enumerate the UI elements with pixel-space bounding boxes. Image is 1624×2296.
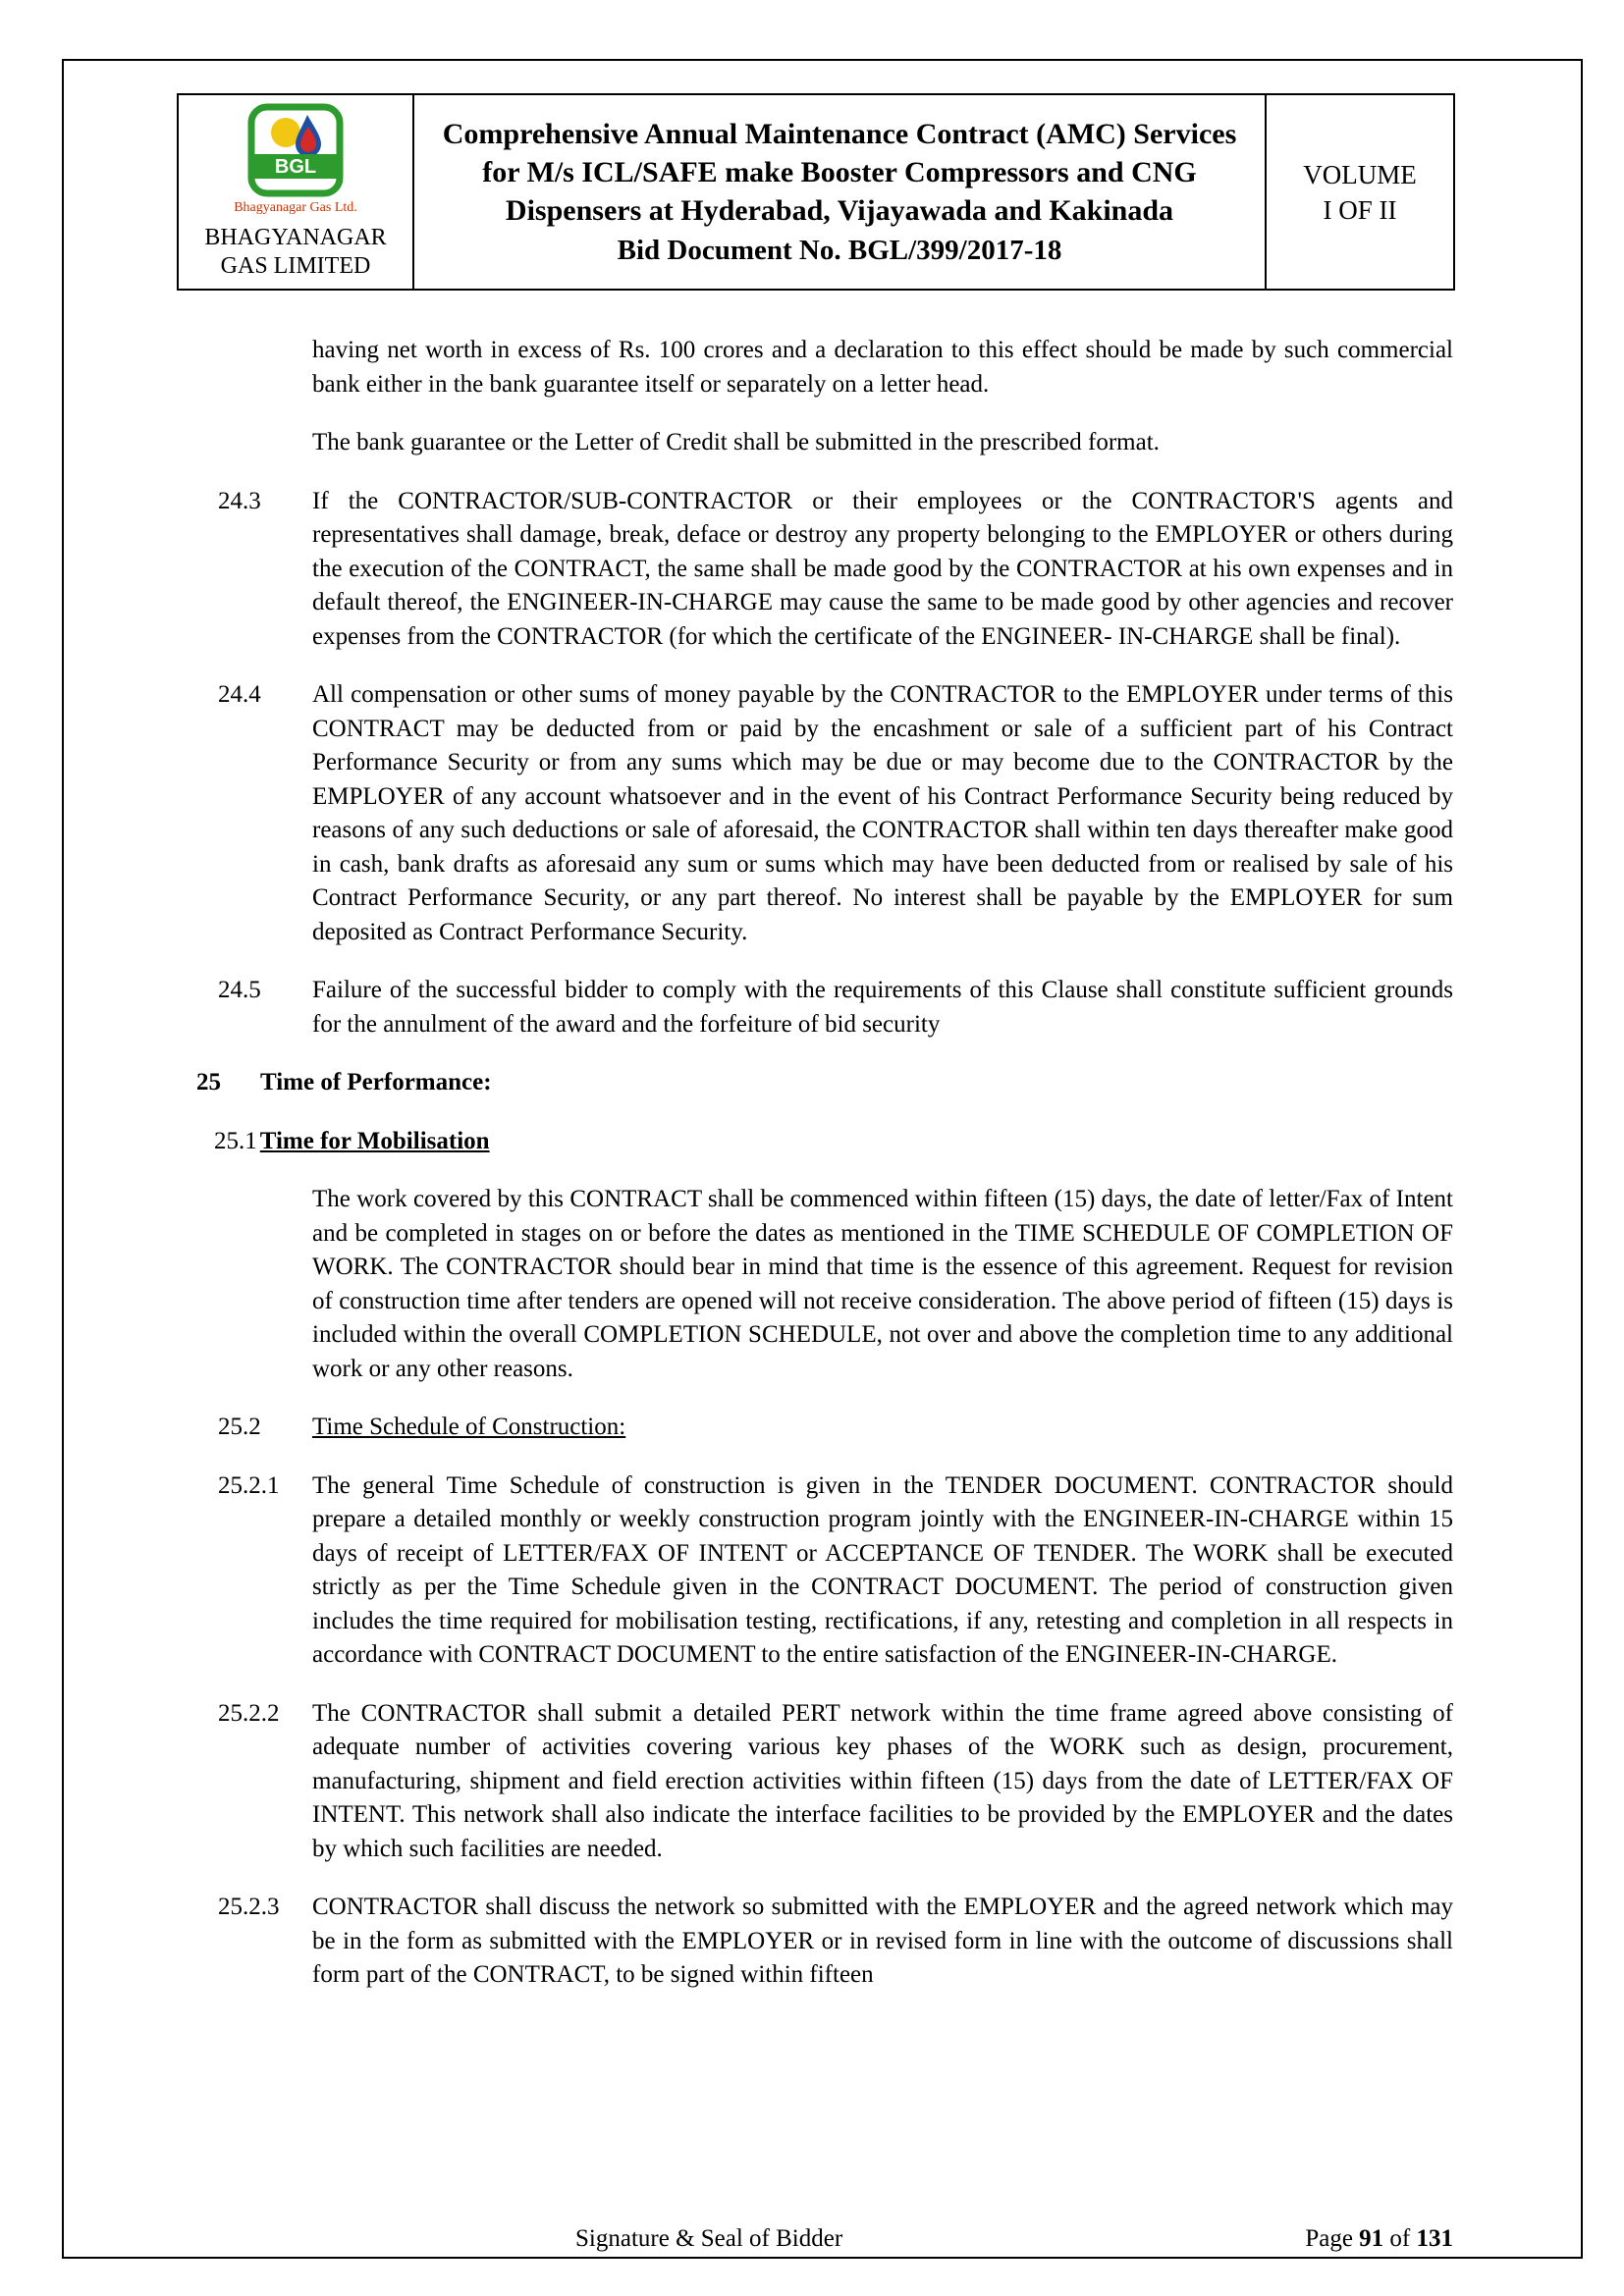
document-header xyxy=(177,93,1455,291)
logo-cell xyxy=(178,94,413,290)
svg-text:BGL: BGL xyxy=(274,156,317,178)
clause-25-2-1-number: 25.2.1 xyxy=(218,1471,280,1499)
company-logo-icon xyxy=(185,103,406,216)
clause-25-2-3-text: CONTRACTOR shall discuss the network so submitted with the EMPLOYER and the agreed network which may be in the form as submitted with the EMPLOYER or in revised form in line with the outcome of discussions shall form part of the CONTRACT, to be signed within fifteen xyxy=(312,1894,1453,1988)
clause-25-2-2-text: The CONTRACTOR shall submit a detailed PERT network within the time frame agreed above consisting of adequate number of activities covering various key phases of the WORK such as design, procurement, manufacturing, shipment and field erection activities within fifteen (15) days from the date of LETTER/FAX OF INTENT. This network shall also indicate the interface facilities to be provided by the EMPLOYER and the dates by which such facilities are needed. xyxy=(312,1699,1453,1862)
of-word: of xyxy=(1389,2225,1411,2252)
bid-document-number: Bid Document No. BGL/399/2017-18 xyxy=(617,234,1062,266)
logo-caption: Bhagyanagar Gas Ltd. xyxy=(234,200,357,215)
section-25-2-title: Time Schedule of Construction: xyxy=(312,1414,626,1440)
clause-25-2-1 xyxy=(218,1469,1453,1673)
title-cell xyxy=(413,94,1266,290)
volume-cell xyxy=(1266,94,1454,290)
section-25-1-number: 25.1 xyxy=(214,1127,257,1154)
clause-24-5 xyxy=(218,974,1453,1041)
clause-25-2-3-number: 25.2.3 xyxy=(218,1894,280,1920)
clause-24-3-number: 24.3 xyxy=(218,487,261,514)
clause-24-3-text: If the CONTRACTOR/SUB-CONTRACTOR or their employees or the CONTRACTOR'S agents and representatives shall damage, break, deface or destroy any property belonging to the EMPLOYER or others during the execution of the CONTRACT, the same shall be made good by the CONTRACTOR at his own expenses and in default thereof, the ENGINEER-IN-CHARGE may cause the same to be made good by other agencies and recover expenses from the CONTRACTOR (for which the certificate of the ENGINEER- IN-CHARGE shall be final). xyxy=(312,487,1453,650)
clause-24-3 xyxy=(218,485,1453,655)
paragraph-bank-guarantee: The bank guarantee or the Letter of Credit shall be submitted in the prescribed format. xyxy=(312,429,1160,455)
section-25-1-title: Time for Mobilisation xyxy=(259,1127,490,1154)
clause-24-4-text: All compensation or other sums of money payable by the CONTRACTOR to the EMPLOYER under terms of this CONTRACT may be deducted from or paid by the encashment or sale of a sufficient part of his Contract Performance Security or from any sums which may be due or may become due to the CONTRACTOR by the EMPLOYER of any account whatsoever and in the event of his Contract Performance Security being reduced by reasons of any such deductions or sale of aforesaid, the CONTRACTOR shall within ten days thereafter make good in cash, bank drafts as aforesaid any sum or sums which may have been deducted from or realised by sale of his Contract Performance Security, or any part thereof. No interest shall be payable by the EMPLOYER for sum deposited as Contract Performance Security. xyxy=(312,681,1453,945)
clause-24-5-text: Failure of the successful bidder to comply with the requirements of this Clause shall constitute sufficient grounds for the annulment of the award and the forfeiture of bid security xyxy=(312,977,1453,1038)
section-25-heading xyxy=(196,1066,1453,1100)
page-number xyxy=(1305,2225,1453,2253)
paragraph-net-worth: having net worth in excess of Rs. 100 crores and a declaration to this effect should be made by such commercial bank either in the bank guarantee itself or separately on a letter head. xyxy=(312,337,1453,398)
document-title: Comprehensive Annual Maintenance Contract (AMC) Services for M/s ICL/SAFE make Booster Compressors and CNG Dispensers at Hyderabad, Vijayawada and Kakinada xyxy=(442,117,1237,227)
section-25-title: Time of Performance: xyxy=(260,1069,492,1095)
company-name-line2: GAS LIMITED xyxy=(220,253,371,279)
page-total: 131 xyxy=(1416,2225,1453,2252)
section-25-2-heading xyxy=(218,1411,1453,1445)
signature-seal-label: Signature & Seal of Bidder xyxy=(575,2225,843,2252)
document-body xyxy=(196,334,1453,2017)
clause-25-2-2 xyxy=(218,1697,1453,1867)
paragraph-mobilisation: The work covered by this CONTRACT shall be commenced within fifteen (15) days, the date of letter/Fax of Intent and be completed in stages on or before the dates as mentioned in the TIME SCHEDULE OF COMPLETION OF WORK. The CONTRACTOR should bear in mind that time is the essence of this agreement. Request for revision of construction time after tenders are opened will not receive consideration. The above period of fifteen (15) days is included within the overall COMPLETION SCHEDULE, not over and above the completion time to any additional work or any other reasons. xyxy=(312,1186,1453,1382)
clause-25-2-1-text: The general Time Schedule of construction is given in the TENDER DOCUMENT. CONTRACTOR should prepare a detailed monthly or weekly construction program jointly with the ENGINEER-IN-CHARGE within 15 days of receipt of LETTER/FAX OF INTENT or ACCEPTANCE OF TENDER. The WORK shall be executed strictly as per the Time Schedule given in the CONTRACT DOCUMENT. The period of construction given includes the time required for mobilisation testing, rectifications, if any, retesting and completion in all respects in accordance with CONTRACT DOCUMENT to the entire satisfaction of the ENGINEER-IN-CHARGE. xyxy=(312,1471,1453,1668)
clause-24-4-number: 24.4 xyxy=(218,681,261,708)
clause-24-5-number: 24.5 xyxy=(218,977,261,1003)
section-25-1-heading xyxy=(214,1125,1453,1159)
section-25-2-number: 25.2 xyxy=(218,1414,261,1440)
clause-25-2-2-number: 25.2.2 xyxy=(218,1699,280,1727)
company-name-line1: BHAGYANAGAR xyxy=(204,225,387,250)
volume-line2: I OF II xyxy=(1323,194,1397,225)
volume-line1: VOLUME xyxy=(1303,159,1417,189)
company-name xyxy=(185,224,406,281)
section-25-number: 25 xyxy=(196,1069,221,1095)
page-word: Page xyxy=(1305,2225,1353,2252)
clause-25-2-3 xyxy=(218,1891,1453,1993)
clause-24-4 xyxy=(218,678,1453,949)
page-current: 91 xyxy=(1359,2225,1384,2252)
